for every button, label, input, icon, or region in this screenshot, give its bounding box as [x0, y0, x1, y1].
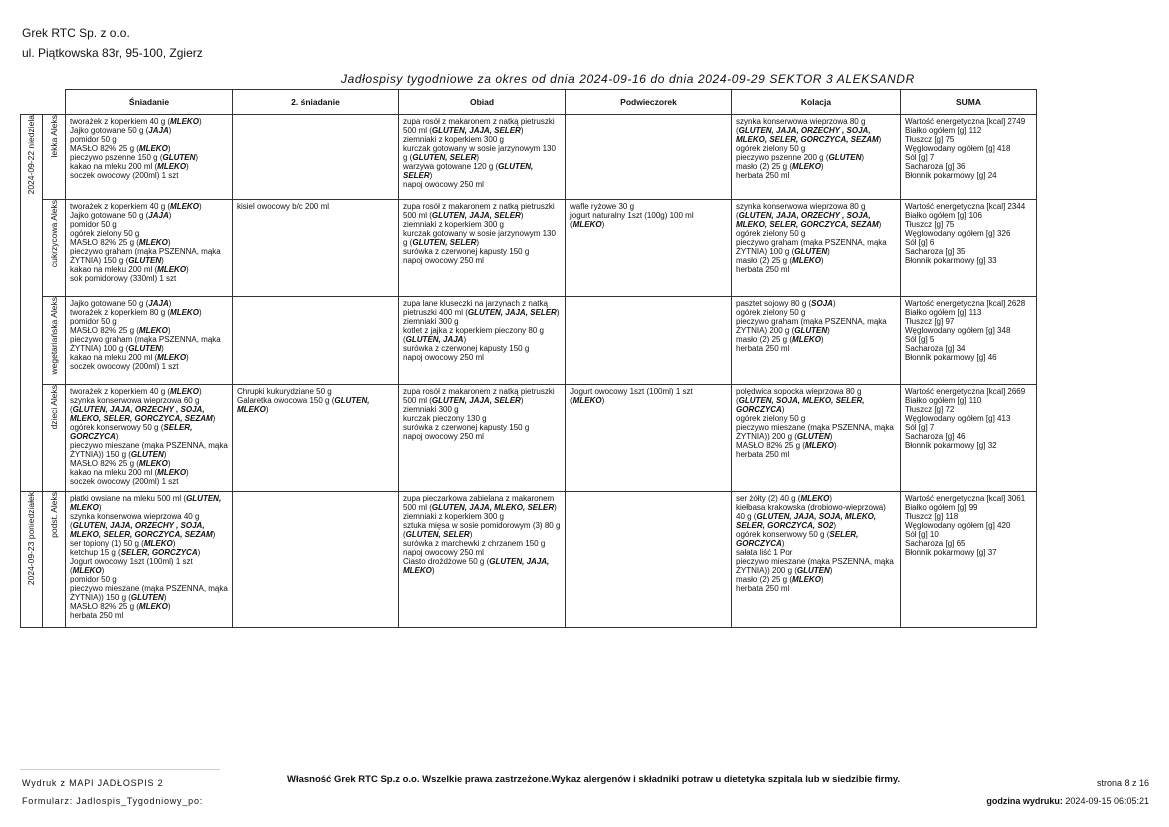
breakfast-cell [66, 492, 233, 628]
menu-line: MASŁO 82% 25 g (MLEKO) [70, 238, 171, 247]
dinner-cell [732, 492, 901, 628]
menu-line: Błonnik pokarmowy [g] 33 [905, 256, 997, 265]
menu-line: Jogurt owocowy 1szt (100ml) 1 szt (MLEKO) [70, 557, 193, 575]
allergen-list: JAJA [148, 299, 169, 308]
lunch-cell [399, 492, 566, 628]
allergen-list: GLUTEN, JAJA, MLEKO [403, 557, 550, 575]
menu-line: pieczywo mieszane (mąka PSZENNA, mąka ŻYTNIA)) 150 g (GLUTEN) [70, 584, 228, 602]
afternoon-snack-cell [566, 200, 732, 297]
dinner-cell [732, 115, 901, 200]
menu-line: Sól [g] 7 [905, 423, 935, 432]
menu-line: ogórek zielony 50 g [70, 229, 140, 238]
diet-name: lekka Aleks [48, 115, 59, 158]
menu-line: kotlet z jajka z koperkiem pieczony 80 g (GLUTEN, JAJA) [403, 326, 544, 344]
breakfast-cell [66, 200, 233, 297]
menu-line: pieczywo graham (mąka PSZENNA, mąka ŻYTNIA) 200 g (GLUTEN) [736, 317, 887, 335]
menu-line: kurczak gotowany w sosie jarzynowym 130 g (GLUTEN, SELER) [403, 144, 556, 162]
menu-line: napoj owocowy 250 ml [403, 353, 484, 362]
allergen-list: GLUTEN [130, 450, 164, 459]
allergen-list: SELER, GORCZYCA [70, 423, 193, 441]
menu-line: zupa pieczarkowa zabielana z makaronem 500 ml (GLUTEN, JAJA, MLEKO, SELER) [403, 494, 557, 512]
menu-line: ogórek zielony 50 g [736, 144, 806, 153]
allergen-list: MLEKO [170, 387, 199, 396]
sum-cell [901, 297, 1037, 385]
menu-line: zupa rosół z makaronem z natką pietruszki 500 ml (GLUTEN, JAJA, SELER) [403, 387, 555, 405]
header-lunch: Obiad [399, 90, 566, 115]
header-dinner: Kolacja [732, 90, 901, 115]
company-name: Grek RTC Sp. z o.o. [22, 26, 130, 40]
footer-left [22, 774, 203, 810]
afternoon-snack-cell [566, 385, 732, 492]
menu-line: kakao na mleku 200 ml (MLEKO) [70, 353, 189, 362]
allergen-list: MLEKO [138, 238, 168, 247]
second-breakfast-cell [233, 385, 399, 492]
menu-line: Chrupki kukurydziane 50 g [237, 387, 332, 396]
allergen-list: GLUTEN [162, 153, 196, 162]
printout-source: Wydruk z MAPI JADŁOSPIS 2 [22, 778, 164, 788]
sum-cell [901, 200, 1037, 297]
menu-line: Błonnik pokarmowy [g] 37 [905, 548, 997, 557]
lunch-cell [399, 297, 566, 385]
menu-line: szynka konserwowa wieprzowa 80 g (GLUTEN, JAJA, ORZECHY , SOJA, MLEKO, SELER, GORCZYCA, SEZAM) [736, 117, 882, 144]
allergen-list: SOJA [811, 299, 833, 308]
day-date: 2024-09-22 niedziela [26, 115, 36, 195]
lunch-cell [399, 385, 566, 492]
company-address: ul. Piątkowska 83r, 95-100, Zgierz [22, 46, 203, 60]
menu-line: ziemniaki z koperkiem 300 g [403, 512, 504, 521]
menu-line: jogurt naturalny 1szt (100g) 100 ml (MLEKO) [570, 211, 694, 229]
allergen-list: MLEKO [157, 353, 187, 362]
dinner-cell [732, 200, 901, 297]
menu-line: pieczywo mieszane (mąka PSZENNA, mąka ŻYTNIA)) 200 g (GLUTEN) [736, 423, 894, 441]
menu-line: ziemniaki 300 g [403, 405, 459, 414]
header-second-breakfast: 2. śniadanie [233, 90, 399, 115]
menu-line: Sacharoza [g] 35 [905, 247, 966, 256]
allergen-list: GLUTEN, JAJA, ORZECHY , SOJA, MLEKO, SELER, GORCZYCA, SEZAM [70, 405, 213, 423]
menu-line: napoj owocowy 250 ml [403, 548, 484, 557]
menu-line: Jogurt owocowy 1szt (100ml) 1 szt (MLEKO) [570, 387, 693, 405]
menu-line: Jajko gotowane 50 g (JAJA) [70, 211, 172, 220]
menu-line: sok pomidorowy (330ml) 1 szt [70, 274, 177, 283]
company-block [22, 23, 203, 63]
menu-line: napoj owocowy 250 ml [403, 256, 484, 265]
allergen-list: MLEKO [572, 220, 602, 229]
diet-label [43, 200, 66, 297]
diet-row [21, 115, 1037, 200]
menu-line: kisiel owocowy b/c 200 ml [237, 202, 330, 211]
allergen-list: GLUTEN, JAJA, SELER [431, 396, 521, 405]
menu-line: płatki owsiane na mleku 500 ml (GLUTEN, MLEKO) [70, 494, 222, 512]
menu-line: ziemniaki z koperkiem 300 g [403, 135, 504, 144]
menu-line: pomidor 50 g [70, 575, 117, 584]
menu-line: Wartość energetyczna [kcal] 2749 [905, 117, 1026, 126]
allergen-list: GLUTEN, SOJA, MLEKO, SELER, GORCZYCA [736, 396, 865, 414]
allergen-list: GLUTEN [794, 326, 828, 335]
menu-line: zupa lane kluseczki na jarzynach z natką pietruszki 400 ml (GLUTEN, JAJA, SELER) [403, 299, 560, 317]
day-date: 2024-09-23 poniedziałek [26, 492, 36, 586]
menu-line: masło (2) 25 g (MLEKO) [736, 575, 824, 584]
menu-line: szynka konserwowa wieprzowa 40 g (GLUTEN, JAJA, ORZECHY , SOJA, MLEKO, SELER, GORCZYCA, SEZAM) [70, 512, 216, 539]
menu-line: pieczywo graham (mąka PSZENNA, mąka ŻYTNIA) 150 g (GLUTEN) [70, 247, 221, 265]
menu-line: Wartość energetyczna [kcal] 2344 [905, 202, 1026, 211]
menu-line: Węglowodany ogółem [g] 420 [905, 521, 1011, 530]
allergen-list: MLEKO [572, 396, 602, 405]
menu-line: MASŁO 82% 25 g (MLEKO) [736, 441, 837, 450]
allergen-list: GLUTEN [130, 593, 164, 602]
menu-line: pieczywo graham (mąka PSZENNA, mąka ŻYTNIA) 100 g (GLUTEN) [736, 238, 887, 256]
allergen-list: MLEKO [138, 144, 168, 153]
form-name: Formularz: Jadlospis_Tygodniowy_po: [22, 796, 204, 806]
allergen-list: GLUTEN, MLEKO [70, 494, 222, 512]
allergen-list: GLUTEN, SELER [403, 162, 534, 180]
diet-label [43, 115, 66, 200]
menu-line: pomidor 50 g [70, 220, 117, 229]
breakfast-cell [66, 115, 233, 200]
lunch-cell [399, 200, 566, 297]
diet-row [21, 385, 1037, 492]
menu-line: Błonnik pokarmowy [g] 46 [905, 353, 997, 362]
menu-line: Sól [g] 6 [905, 238, 935, 247]
sum-cell [901, 492, 1037, 628]
header-afternoon-snack: Podwieczorek [566, 90, 732, 115]
diet-label [43, 385, 66, 492]
allergen-list: MLEKO [800, 494, 830, 503]
allergen-list: MLEKO [72, 566, 102, 575]
menu-line: herbata 250 ml [736, 265, 790, 274]
menu-line: Sacharoza [g] 36 [905, 162, 966, 171]
menu-line: herbata 250 ml [736, 344, 790, 353]
menu-line: ogórek zielony 50 g [736, 308, 806, 317]
allergen-list: GLUTEN, JAJA, SELER [431, 126, 521, 135]
allergen-list: GLUTEN [794, 247, 828, 256]
menu-line: Tłuszcz [g] 75 [905, 220, 955, 229]
menu-line: pomidor 50 g [70, 317, 117, 326]
lunch-cell [399, 115, 566, 200]
dinner-cell [732, 385, 901, 492]
menu-line: warzywa gotowane 120 g (GLUTEN, SELER) [403, 162, 534, 180]
allergen-list: MLEKO [170, 117, 199, 126]
print-time-value: 2024-09-15 06:05:21 [1065, 796, 1149, 806]
allergen-list: GLUTEN, JAJA, ORZECHY , SOJA, MLEKO, SELER, GORCZYCA, SEZAM [70, 521, 213, 539]
menu-line: ser topiony (1) 50 g (MLEKO) [70, 539, 176, 548]
menu-line: Tłuszcz [g] 72 [905, 405, 955, 414]
menu-line: Sacharoza [g] 46 [905, 432, 966, 441]
menu-line: Wartość energetyczna [kcal] 2628 [905, 299, 1026, 308]
menu-line: Sacharoza [g] 65 [905, 539, 966, 548]
menu-line: Tłuszcz [g] 75 [905, 135, 955, 144]
allergen-list: SELER, GORCZYCA [120, 548, 198, 557]
ownership-notice: Własność Grek RTC Sp.z o.o. Wszelkie prawa zastrzeżone.Wykaz alergenów i składniki potraw u dietetyka szpitala lub w siedzibie firmy. [287, 774, 901, 785]
allergen-list: MLEKO [792, 256, 821, 265]
diet-row [21, 297, 1037, 385]
allergen-list: GLUTEN, JAJA, SELER [431, 211, 521, 220]
menu-line: Białko ogółem [g] 112 [905, 126, 982, 135]
print-time [986, 792, 1149, 810]
allergen-list: MLEKO [170, 308, 199, 317]
allergen-list: GLUTEN, SELER [412, 153, 477, 162]
allergen-list: GLUTEN [128, 256, 162, 265]
menu-line: pieczywo mieszane (mąka PSZENNA, mąka ŻYTNIA)) 150 g (GLUTEN) [70, 441, 228, 459]
allergen-list: MLEKO [157, 468, 187, 477]
document-title: Jadłospisy tygodniowe za okres od dnia 2024-09-16 do dnia 2024-09-29 SEKTOR 3 ALEKSANDR [341, 72, 915, 86]
menu-line: masło (2) 25 g (MLEKO) [736, 335, 824, 344]
menu-line: Węglowodany ogółem [g] 326 [905, 229, 1011, 238]
print-time-label: godzina wydruku: [986, 796, 1063, 806]
menu-line: wafle ryżowe 30 g [570, 202, 635, 211]
menu-line: masło (2) 25 g (MLEKO) [736, 162, 824, 171]
menu-line: pomidor 50 g [70, 135, 117, 144]
menu-line: napoj owocowy 250 ml [403, 432, 484, 441]
menu-line: Węglowodany ogółem [g] 418 [905, 144, 1011, 153]
menu-line: Białko ogółem [g] 110 [905, 396, 982, 405]
footer-right [986, 774, 1149, 810]
allergen-list: GLUTEN [796, 432, 830, 441]
allergen-list: GLUTEN, JAJA, SELER [467, 308, 557, 317]
menu-line: herbata 250 ml [736, 171, 790, 180]
menu-line: tworażek z koperkiem 40 g (MLEKO) [70, 202, 202, 211]
menu-line: masło (2) 25 g (MLEKO) [736, 256, 824, 265]
allergen-list: GLUTEN, JAJA, ORZECHY , SOJA, MLEKO, SELER, GORCZYCA, SEZAM [736, 126, 879, 144]
allergen-list: MLEKO [157, 265, 187, 274]
allergen-list: MLEKO [804, 441, 834, 450]
menu-line: tworażek z koperkiem 40 g (MLEKO) [70, 117, 202, 126]
allergen-list: JAJA [148, 126, 169, 135]
menu-line: Białko ogółem [g] 99 [905, 503, 978, 512]
corner-cell [21, 90, 43, 115]
afternoon-snack-cell [566, 297, 732, 385]
sum-cell [901, 385, 1037, 492]
allergen-list: MLEKO [138, 459, 168, 468]
menu-line: Tłuszcz [g] 118 [905, 512, 959, 521]
allergen-list: GLUTEN, JAJA, ORZECHY , SOJA, MLEKO, SELER, GORCZYCA, SEZAM [736, 211, 879, 229]
menu-line: kakao na mleku 200 ml (MLEKO) [70, 265, 189, 274]
menu-line: ziemniaki z koperkiem 300 g [403, 220, 504, 229]
menu-line: pasztet sojowy 80 g (SOJA) [736, 299, 836, 308]
menu-line: MASŁO 82% 25 g (MLEKO) [70, 144, 171, 153]
menu-line: sałata liść 1 Por [736, 548, 793, 557]
menu-line: surówka z czerwonej kapusty 150 g [403, 344, 530, 353]
sum-cell [901, 115, 1037, 200]
menu-line: surówka z czerwonej kapusty 150 g [403, 247, 530, 256]
allergen-list: GLUTEN, JAJA, SOJA, MLEKO, SELER, GORCZYCA, SO2 [736, 512, 877, 530]
menu-line: Jajko gotowane 50 g (JAJA) [70, 126, 172, 135]
diet-name: dzieci Aleks [48, 385, 59, 430]
weekly-menu-table [20, 89, 1037, 628]
allergen-list: GLUTEN, JAJA [405, 335, 464, 344]
menu-line: ogórek zielony 50 g [736, 229, 806, 238]
allergen-list: GLUTEN, JAJA, MLEKO, SELER [431, 503, 555, 512]
menu-line: Białko ogółem [g] 113 [905, 308, 982, 317]
allergen-list: MLEKO [792, 162, 821, 171]
menu-line: napoj owocowy 250 ml [403, 180, 484, 189]
diet-row [21, 492, 1037, 628]
diet-name: podst. Aleks [48, 492, 59, 538]
breakfast-cell [66, 297, 233, 385]
header-breakfast: Śniadanie [66, 90, 233, 115]
menu-line: MASŁO 82% 25 g (MLEKO) [70, 602, 171, 611]
menu-line: ziemniaki 300 g [403, 317, 459, 326]
menu-line: soczek owocowy (200ml) 1 szt [70, 477, 179, 486]
menu-line: ketchup 15 g (SELER, GORCZYCA) [70, 548, 201, 557]
menu-line: MASŁO 82% 25 g (MLEKO) [70, 459, 171, 468]
allergen-list: SELER, GORCZYCA [736, 530, 859, 548]
menu-line: pieczywo pszenne 150 g (GLUTEN) [70, 153, 199, 162]
menu-line: Jajko gotowane 50 g (JAJA) [70, 299, 172, 308]
diet-name: cukrzycowa Aleks [48, 200, 59, 268]
allergen-list: GLUTEN [828, 153, 862, 162]
menu-line: Wartość energetyczna [kcal] 2669 [905, 387, 1026, 396]
menu-line: ser żółty (2) 40 g (MLEKO) [736, 494, 833, 503]
menu-line: kurczak pieczony 130 g [403, 414, 487, 423]
menu-line: soczek owocowy (200ml) 1 szt [70, 171, 179, 180]
menu-line: herbata 250 ml [70, 611, 124, 620]
menu-line: Błonnik pokarmowy [g] 32 [905, 441, 997, 450]
day-label [21, 115, 43, 492]
menu-line: Węglowodany ogółem [g] 413 [905, 414, 1011, 423]
menu-line: tworażek z koperkiem 40 g (MLEKO) [70, 387, 202, 396]
allergen-list: GLUTEN, MLEKO [237, 396, 370, 414]
menu-line: herbata 250 ml [736, 450, 790, 459]
menu-line: kurczak gotowany w sosie jarzynowym 130 g (GLUTEN, SELER) [403, 229, 556, 247]
menu-line: pieczywo graham (mąka PSZENNA, mąka ŻYTNIA) 100 g (GLUTEN) [70, 335, 221, 353]
menu-line: pieczywo mieszane (mąka PSZENNA, mąka ŻYTNIA)) 200 g (GLUTEN) [736, 557, 894, 575]
menu-line: MASŁO 82% 25 g (MLEKO) [70, 326, 171, 335]
menu-line: surówka z czerwonej kapusty 150 g [403, 423, 530, 432]
menu-line: ogórek konserwowy 50 g (SELER, GORCZYCA) [736, 530, 859, 548]
menu-line: Tłuszcz [g] 97 [905, 317, 955, 326]
allergen-list: GLUTEN, SELER [405, 530, 470, 539]
day-label [21, 492, 43, 628]
allergen-list: GLUTEN [796, 566, 830, 575]
allergen-list: MLEKO [170, 202, 199, 211]
menu-line: Węglowodany ogółem [g] 348 [905, 326, 1011, 335]
allergen-list: GLUTEN [128, 344, 162, 353]
menu-line: Błonnik pokarmowy [g] 24 [905, 171, 997, 180]
diet-label [43, 492, 66, 628]
second-breakfast-cell [233, 200, 399, 297]
menu-line: zupa rosół z makaronem z natką pietruszki 500 ml (GLUTEN, JAJA, SELER) [403, 202, 555, 220]
breakfast-cell [66, 385, 233, 492]
page-number: strona 8 z 16 [1096, 778, 1149, 788]
corner-cell [43, 90, 66, 115]
menu-line: Galaretka owocowa 150 g (GLUTEN, MLEKO) [237, 396, 370, 414]
second-breakfast-cell [233, 115, 399, 200]
menu-line: zupa rosół z makaronem z natką pietruszki 500 ml (GLUTEN, JAJA, SELER) [403, 117, 555, 135]
diet-label [43, 297, 66, 385]
menu-line: Ciasto drożdżowe 50 g (GLUTEN, JAJA, MLEKO) [403, 557, 550, 575]
second-breakfast-cell [233, 492, 399, 628]
menu-line: herbata 250 ml [736, 584, 790, 593]
allergen-list: JAJA [148, 211, 169, 220]
menu-line: Białko ogółem [g] 106 [905, 211, 982, 220]
menu-line: kiełbasa krakowska (drobiowo-wieprzowa) 40 g (GLUTEN, JAJA, SOJA, MLEKO, SELER, GORCZYCA, SO2) [736, 503, 886, 530]
menu-line: polędwica sopocka wieprzowa 80 g (GLUTEN, SOJA, MLEKO, SELER, GORCZYCA) [736, 387, 865, 414]
allergen-list: MLEKO [138, 326, 168, 335]
header-sum: SUMA [901, 90, 1037, 115]
diet-name: wegetariańska Aleks [48, 297, 59, 375]
menu-line: Sól [g] 7 [905, 153, 935, 162]
menu-line: szynka konserwowa wieprzowa 60 g (GLUTEN, JAJA, ORZECHY , SOJA, MLEKO, SELER, GORCZYCA, SEZAM) [70, 396, 216, 423]
menu-line: kakao na mleku 200 ml (MLEKO) [70, 468, 189, 477]
header-row [21, 90, 1037, 115]
menu-line: Sól [g] 5 [905, 335, 935, 344]
allergen-list: GLUTEN, SELER [412, 238, 477, 247]
menu-line: sztuka mięsa w sosie pomidorowym (3) 80 g (GLUTEN, SELER) [403, 521, 561, 539]
allergen-list: MLEKO [792, 575, 821, 584]
menu-line: Sól [g] 10 [905, 530, 939, 539]
menu-line: tworażek z koperkiem 80 g (MLEKO) [70, 308, 202, 317]
menu-line: ogórek konserwowy 50 g (SELER, GORCZYCA) [70, 423, 193, 441]
allergen-list: MLEKO [143, 539, 173, 548]
menu-line: surówka z marchewki z chrzanem 150 g [403, 539, 546, 548]
menu-line: Sacharoza [g] 34 [905, 344, 966, 353]
allergen-list: MLEKO [792, 335, 821, 344]
afternoon-snack-cell [566, 115, 732, 200]
menu-line: szynka konserwowa wieprzowa 80 g (GLUTEN, JAJA, ORZECHY , SOJA, MLEKO, SELER, GORCZYCA, SEZAM) [736, 202, 882, 229]
menu-line: kakao na mleku 200 ml (MLEKO) [70, 162, 189, 171]
diet-row [21, 200, 1037, 297]
menu-line: Wartość energetyczna [kcal] 3061 [905, 494, 1026, 503]
allergen-list: MLEKO [157, 162, 187, 171]
allergen-list: MLEKO [138, 602, 168, 611]
menu-line: ogórek zielony 50 g [736, 414, 806, 423]
afternoon-snack-cell [566, 492, 732, 628]
menu-line: pieczywo pszenne 200 g (GLUTEN) [736, 153, 865, 162]
dinner-cell [732, 297, 901, 385]
footer-separator [20, 769, 220, 770]
menu-line: soczek owocowy (200ml) 1 szt [70, 362, 179, 371]
second-breakfast-cell [233, 297, 399, 385]
